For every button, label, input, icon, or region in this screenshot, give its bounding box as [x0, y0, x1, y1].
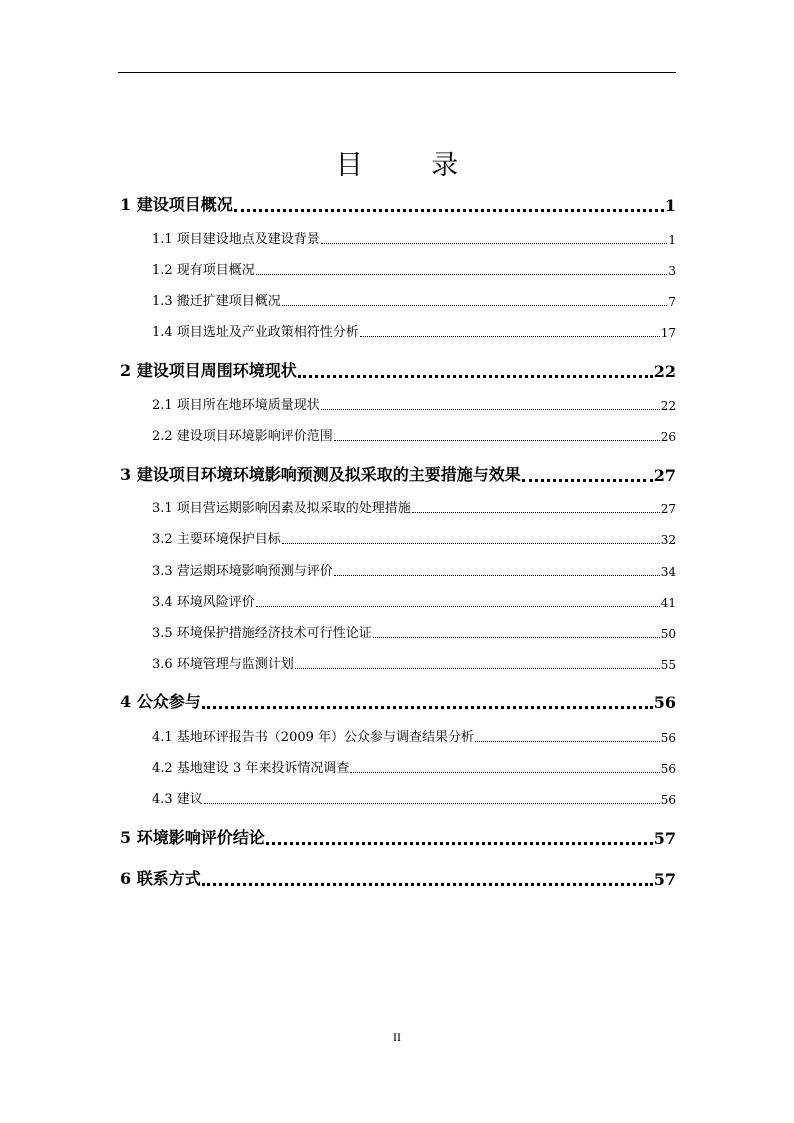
toc-entry-page: 55 [660, 658, 676, 672]
toc-entry-3-1[interactable] [152, 497, 676, 516]
toc-entry-section-1[interactable] [120, 192, 676, 215]
toc-entry-3-4[interactable] [152, 591, 676, 610]
toc-entry-section-6[interactable] [120, 866, 676, 889]
dot-leader [412, 512, 660, 513]
toc-entry-page: 26 [660, 430, 676, 444]
dot-leader [202, 883, 653, 886]
toc-entry-page: 56 [660, 793, 676, 807]
toc-entry-label: 3.3 营运期环境影响预测与评价 [152, 564, 333, 579]
toc-entry-3-2[interactable] [152, 528, 676, 547]
toc-entry-label: 4 公众参与 [120, 692, 201, 711]
toc-entry-page: 7 [668, 295, 676, 309]
toc-entry-1-2[interactable] [152, 259, 676, 278]
dot-leader [202, 706, 653, 709]
toc-entry-label: 1.4 项目选址及产业政策相符性分析 [152, 325, 359, 340]
toc-entry-3-3[interactable] [152, 560, 676, 579]
dot-leader [282, 543, 660, 544]
toc-entry-label: 2 建设项目周围环境现状 [120, 361, 297, 380]
dot-leader [282, 305, 668, 306]
toc-entry-label: 1.2 现有项目概况 [152, 263, 255, 278]
dot-leader [204, 803, 660, 804]
header-rule [118, 72, 676, 73]
toc-entry-page: 56 [653, 693, 676, 712]
toc-entry-2-2[interactable] [152, 425, 676, 444]
toc-entry-page: 32 [660, 533, 676, 547]
toc-entry-4-2[interactable] [152, 757, 676, 776]
toc-entry-page: 22 [660, 399, 676, 413]
toc-entry-page: 34 [660, 565, 676, 579]
dot-leader [350, 772, 659, 773]
toc-entry-4-1[interactable] [152, 726, 676, 745]
toc-entry-page: 22 [653, 362, 676, 381]
dot-leader [256, 274, 668, 275]
toc-entry-page: 27 [653, 466, 676, 485]
toc-entry-1-3[interactable] [152, 290, 676, 309]
dot-leader [522, 479, 653, 482]
dot-leader [234, 209, 664, 212]
toc-entry-page: 41 [660, 596, 676, 610]
toc-entry-page: 50 [660, 627, 676, 641]
dot-leader [321, 409, 660, 410]
toc-entry-section-2[interactable] [120, 358, 676, 381]
toc-entry-label: 3.6 环境管理与监测计划 [152, 657, 294, 672]
toc-entry-label: 1.3 搬迁扩建项目概况 [152, 294, 281, 309]
toc-entry-page: 27 [660, 502, 676, 516]
toc-entry-3-6[interactable] [152, 653, 676, 672]
dot-leader [321, 243, 668, 244]
toc-entry-section-4[interactable] [120, 689, 676, 712]
toc-entry-page: 17 [660, 326, 676, 340]
toc-entry-page: 1 [664, 196, 676, 215]
toc-entry-label: 3 建设项目环境环境影响预测及拟采取的主要措施与效果 [120, 465, 521, 484]
toc-entry-label: 3.1 项目营运期影响因素及拟采取的处理措施 [152, 501, 411, 516]
toc-entry-label: 5 环境影响评价结论 [120, 828, 265, 847]
dot-leader [256, 606, 660, 607]
toc-entry-page: 1 [668, 233, 676, 247]
toc-entry-label: 4.1 基地环评报告书（2009 年）公众参与调查结果分析 [152, 730, 475, 745]
toc-entry-label: 4.2 基地建设 3 年来投诉情况调查 [152, 761, 350, 776]
toc-entry-label: 1 建设项目概况 [120, 195, 233, 214]
toc-entry-1-1[interactable] [152, 228, 676, 247]
toc-entry-1-4[interactable] [152, 321, 676, 340]
toc-entry-4-3[interactable] [152, 788, 676, 807]
toc-entry-label: 6 联系方式 [120, 869, 201, 888]
toc-entry-page: 56 [660, 762, 676, 776]
toc-entry-page: 57 [653, 870, 676, 889]
dot-leader [334, 440, 660, 441]
toc-entry-label: 2.2 建设项目环境影响评价范围 [152, 429, 333, 444]
toc-entry-label: 1.1 项目建设地点及建设背景 [152, 232, 320, 247]
toc-entry-label: 3.2 主要环境保护目标 [152, 532, 281, 547]
toc-entry-3-5[interactable] [152, 622, 676, 641]
dot-leader [298, 375, 653, 378]
dot-leader [360, 336, 660, 337]
dot-leader [334, 575, 660, 576]
page-title: 目 录 [335, 150, 489, 181]
toc-entry-section-5[interactable] [120, 825, 676, 848]
dot-leader [295, 668, 660, 669]
toc-entry-2-1[interactable] [152, 394, 676, 413]
toc-entry-page: 3 [668, 264, 676, 278]
toc-entry-label: 3.4 环境风险评价 [152, 595, 255, 610]
toc-entry-section-3[interactable] [120, 462, 676, 485]
toc-entry-label: 4.3 建议 [152, 792, 203, 807]
dot-leader [266, 842, 653, 845]
page-number: II [393, 1030, 401, 1044]
toc-entry-page: 57 [653, 829, 676, 848]
toc-entry-label: 2.1 项目所在地环境质量现状 [152, 398, 320, 413]
dot-leader [373, 637, 660, 638]
toc-entry-label: 3.5 环境保护措施经济技术可行性论证 [152, 626, 372, 641]
toc-entry-page: 56 [660, 731, 676, 745]
dot-leader [475, 741, 660, 742]
